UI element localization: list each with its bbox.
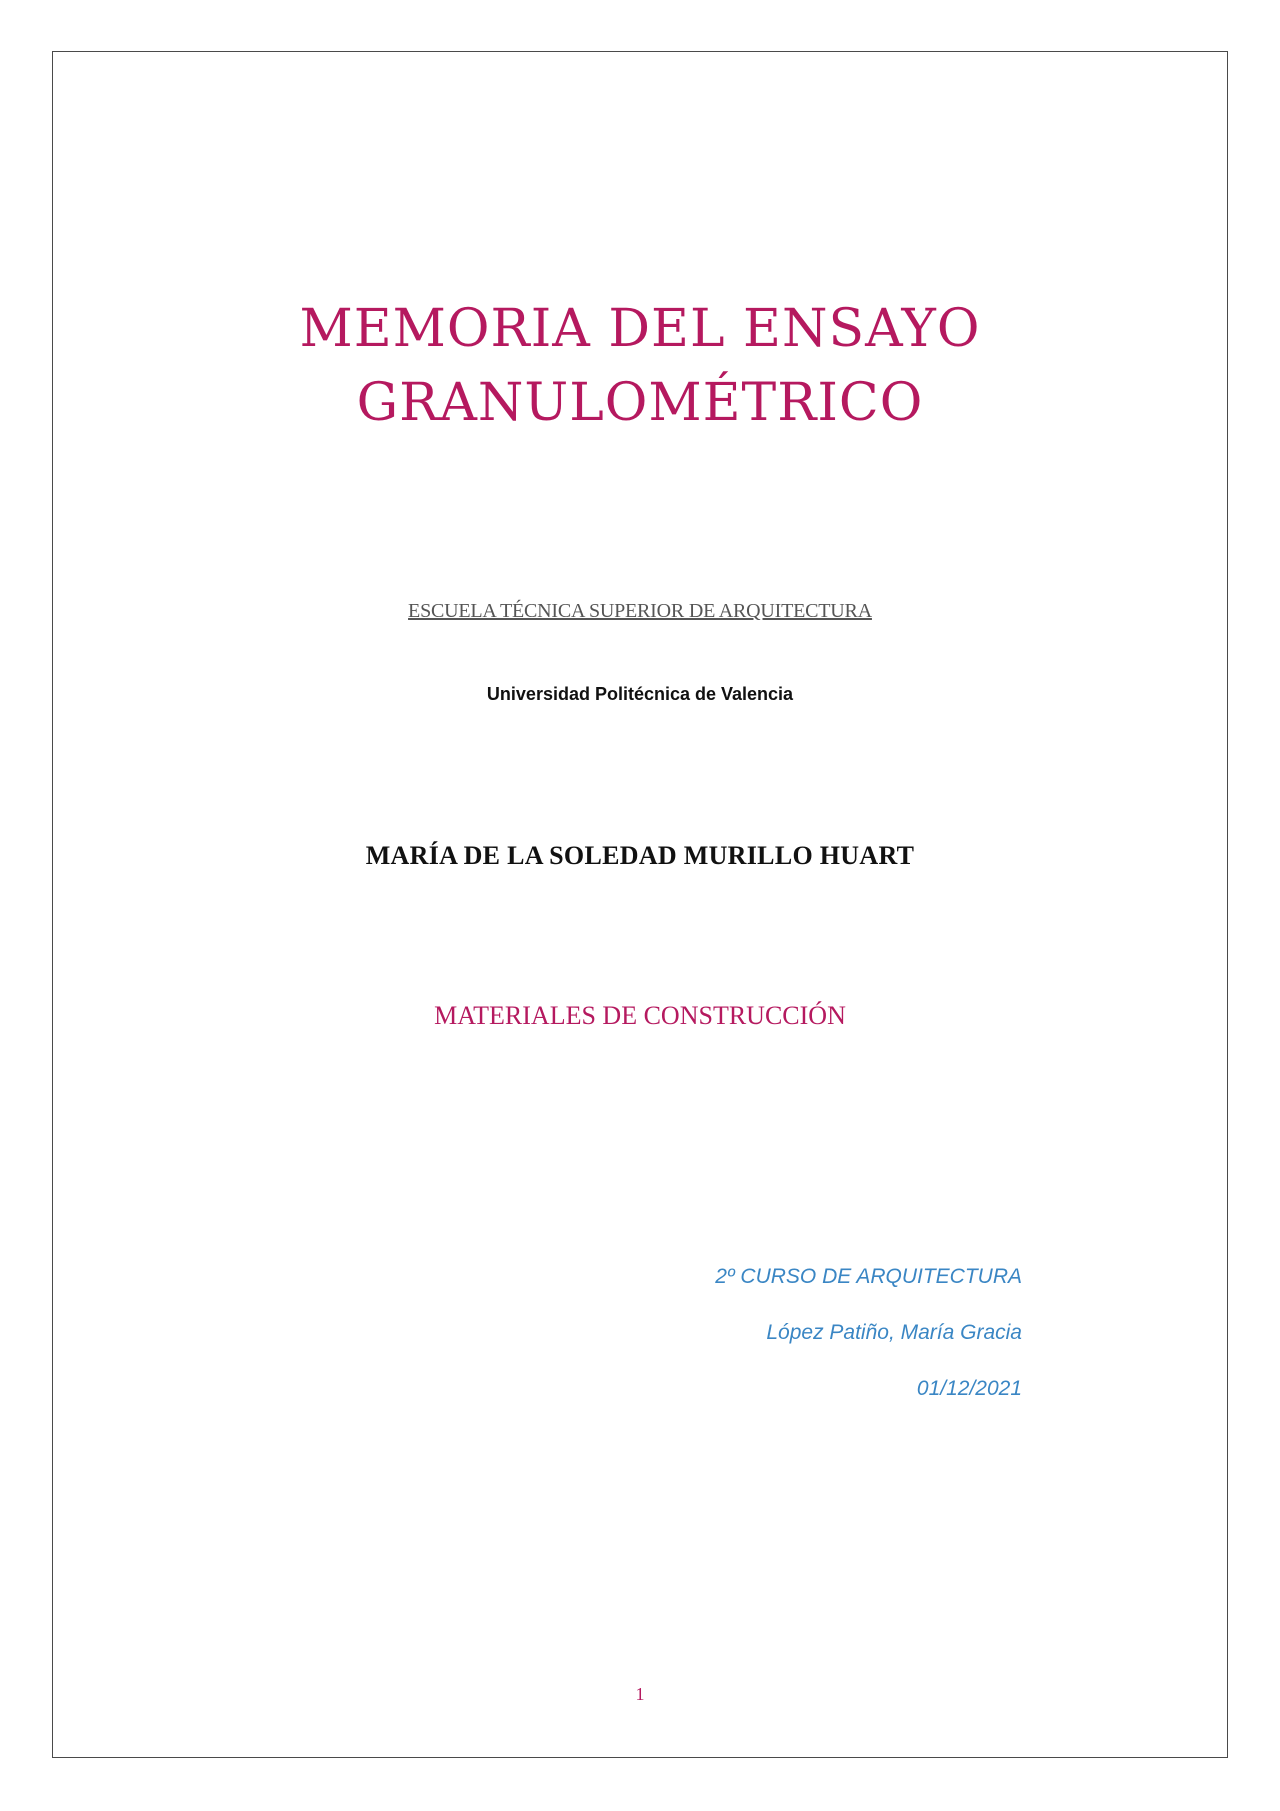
document-date: 01/12/2021 [916,1377,1022,1400]
course-label: 2º CURSO DE ARQUITECTURA [715,1265,1022,1288]
document-title [0,292,1280,440]
title-line-1: MEMORIA DEL ENSAYO [299,299,981,359]
university-name: Universidad Politécnica de Valencia [486,684,794,704]
page-number: 1 [635,1684,645,1704]
subject-name: MATERIALES DE CONSTRUCCIÓN [434,1001,846,1030]
school-name: ESCUELA TÉCNICA SUPERIOR DE ARQUITECTURA [408,600,872,622]
title-line-2: GRANULOMÉTRICO [356,373,924,433]
author-name: MARÍA DE LA SOLEDAD MURILLO HUART [365,841,915,870]
teacher-name: López Patiño, María Gracia [766,1321,1022,1344]
